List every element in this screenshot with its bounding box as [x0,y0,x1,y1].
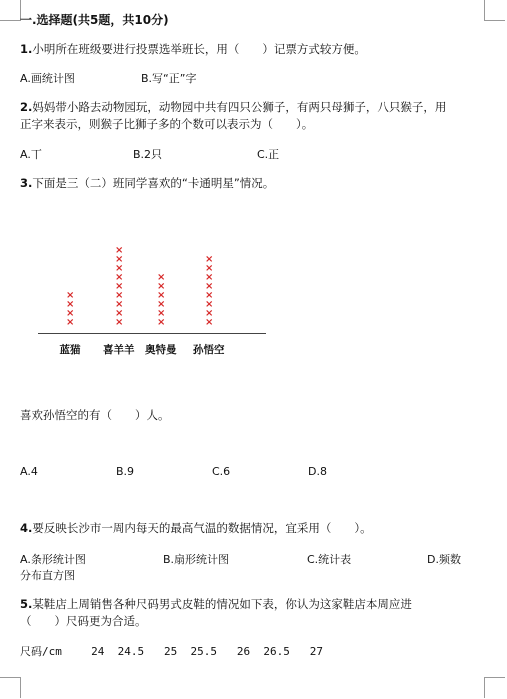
chart-mark: × [157,317,166,328]
q1-option-b[interactable]: B.写“正”字 [141,72,197,85]
question-4 [20,519,372,537]
chart-mark: × [115,254,124,265]
question-4-number: 4. [20,521,33,535]
q2-option-c[interactable]: C.正 [257,148,280,161]
chart-mark: × [157,281,166,292]
q3-option-d[interactable]: D.8 [308,465,327,478]
q4-option-a[interactable]: A.条形统计图 [20,553,86,566]
chart-mark: × [66,290,75,301]
q3-option-c[interactable]: C.6 [212,465,231,478]
question-2-text-line1: 妈妈带小路去动物园玩，动物园中共有四只公狮子，有两只母狮子，八只猴子，用 [32,100,447,114]
question-1-number: 1. [20,42,33,56]
chart-mark: × [115,272,124,283]
q1-option-a[interactable]: A.画统计图 [20,72,75,85]
chart-mark: × [115,317,124,328]
chart-mark: × [157,299,166,310]
chart-mark: × [205,281,214,292]
question-5-text-line1: 某鞋店上周销售各种尺码男式皮鞋的情况如下表，你认为这家鞋店本周应进 [32,597,412,611]
chart-mark: × [115,308,124,319]
question-5-text-line2: （ ）尺码更为合适。 [20,614,147,628]
shoe-size-cell: 27 [309,645,323,658]
chart-mark: × [205,299,214,310]
question-5-number: 5. [20,597,33,611]
chart-category-label: 蓝猫 [59,344,81,356]
question-3-number: 3. [20,176,33,190]
shoe-size-cell: 25 [164,645,178,658]
chart-mark: × [205,317,214,328]
q4-option-d-continued: 分布直方图 [20,569,75,582]
chart-mark: × [205,272,214,283]
question-3 [20,174,274,192]
question-2 [20,98,446,116]
shoe-size-cell: 26.5 [263,645,290,658]
chart-mark: × [205,263,214,274]
chart-mark: × [66,308,75,319]
question-2-text-line2: 正字来表示，则猴子比狮子多的个数可以表示为（ ）。 [20,117,314,131]
question-5 [20,595,412,613]
shoe-size-cell: 25.5 [190,645,217,658]
page-corner-top-left [0,0,21,21]
chart-baseline [38,333,266,334]
chart-category-label: 奥特曼 [145,344,177,356]
q4-option-c[interactable]: C.统计表 [307,553,352,566]
section-title: 一.选择题(共5题，共10分) [20,13,169,27]
shoe-size-cell: 24.5 [117,645,145,658]
question-1-text: 小明所在班级要进行投票选举班长，用（ ）记票方式较方便。 [32,42,366,56]
shoe-size-cell: 24 [91,645,105,658]
chart-mark: × [205,254,214,265]
chart-mark: × [157,272,166,283]
chart-mark: × [157,290,166,301]
page-corner-bottom-left [0,677,21,698]
q2-option-a[interactable]: A.丅 [20,148,42,161]
chart-mark: × [115,290,124,301]
question-2-number: 2. [20,100,33,114]
q4-option-b[interactable]: B.扇形统计图 [163,553,230,566]
page-corner-top-right [484,0,505,21]
q3-option-b[interactable]: B.9 [116,465,135,478]
q3-option-a[interactable]: A.4 [20,465,38,478]
chart-mark: × [205,290,214,301]
shoe-size-cell: 26 [236,645,251,658]
chart-category-label: 孙悟空 [193,344,225,356]
chart-mark: × [205,308,214,319]
q4-option-d[interactable]: D.频数 [427,553,461,566]
chart-mark: × [66,317,75,328]
chart-mark: × [115,263,124,274]
chart-mark: × [66,299,75,310]
chart-mark: × [157,308,166,319]
chart-category-label: 喜羊羊 [103,344,135,356]
chart-mark: × [115,245,124,256]
question-3-text: 下面是三（二）班同学喜欢的“卡通明星”情况。 [32,176,275,190]
question-3-prompt: 喜欢孙悟空的有（ ）人。 [20,408,170,422]
question-1 [20,40,366,58]
chart-mark: × [115,299,124,310]
q2-option-b[interactable]: B.2只 [133,148,163,161]
shoe-size-label: 尺码/cm [20,645,62,658]
page-corner-bottom-right [484,677,505,698]
question-4-text: 要反映长沙市一周内每天的最高气温的数据情况，宜采用（ ）。 [32,521,372,535]
chart-mark: × [115,281,124,292]
shoe-size-row [20,643,323,659]
